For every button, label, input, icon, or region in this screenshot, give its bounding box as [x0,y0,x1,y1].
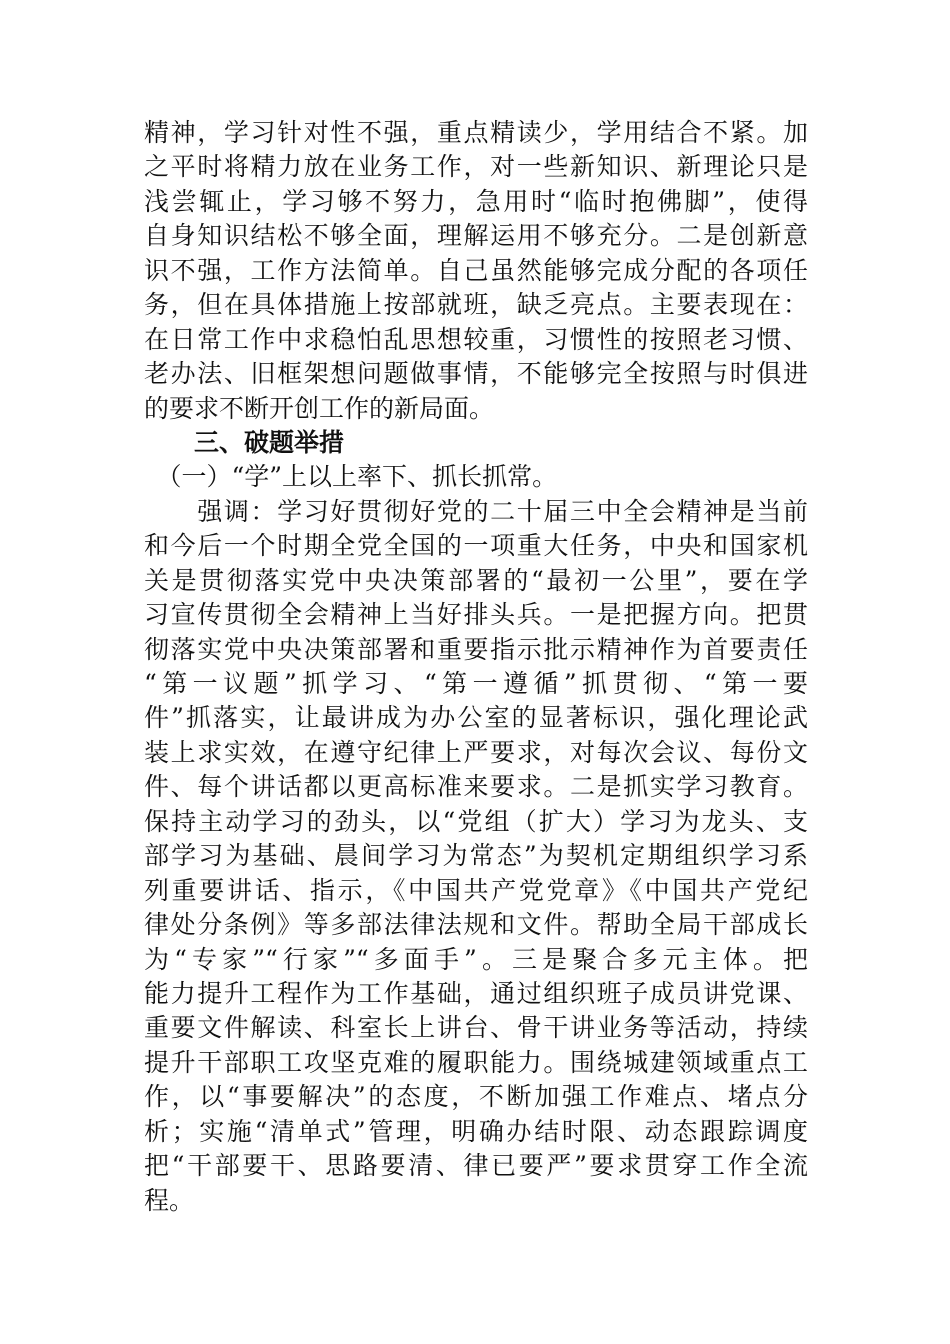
text-line: 之平时将精力放在业务工作，对一些新知识、新理论只是 [144,152,808,182]
text-line: 在日常工作中求稳怕乱思想较重，习惯性的按照老习惯、 [144,324,808,354]
text-line: 提升干部职工攻坚克难的履职能力。围绕城建领域重点工 [144,1047,808,1077]
text-line: 件、每个讲话都以更高标准来要求。二是抓实学习教育。 [144,772,808,802]
document-page [144,116,808,1218]
text-line: 保持主动学习的劲头，以“党组（扩大）学习为龙头、支 [144,806,808,836]
text-line: 浅尝辄止，学习够不努力，急用时“临时抱佛脚”，使得 [144,186,808,216]
text-line: 务，但在具体措施上按部就班，缺乏亮点。主要表现在： [144,290,808,320]
text-line: 识不强，工作方法简单。自己虽然能够完成分配的各项任 [144,255,808,285]
text-line: 的要求不断开创工作的新局面。 [144,393,495,423]
text-line: 彻落实党中央决策部署和重要指示批示精神作为首要责任 [144,634,808,664]
text-line: “第一议题”抓学习、“第一遵循”抓贯彻、“第一要 [144,669,808,698]
text-line: 为“专家”“行家”“多面手”。三是聚合多元主体。把 [144,944,808,974]
text-line: 老办法、旧框架想问题做事情，不能够完全按照与时俱进 [144,359,808,389]
text-line: 件”抓落实，让最讲成为办公室的显著标识，强化理论武 [144,703,808,733]
text-line: 析；实施“清单式”管理，明确办结时限、动态跟踪调度 [144,1116,808,1146]
text-line: 作，以“事要解决”的态度，不断加强工作难点、堵点分 [144,1082,808,1112]
text-line: 关是贯彻落实党中央决策部署的“最初一公里”，要在学 [144,565,808,595]
section-heading: 三、破题举措 [144,427,345,457]
text-line: 装上求实效，在遵守纪律上严要求，对每次会议、每份文 [144,737,808,767]
text-line: 部学习为基础、晨间学习为常态”为契机定期组织学习系 [144,841,808,871]
text-line: 律处分条例》等多部法律法规和文件。帮助全局干部成长 [144,910,808,940]
text-line: 重要文件解读、科室长上讲台、骨干讲业务等活动，持续 [144,1013,808,1043]
text-line: 列重要讲话、指示，《中国共产党党章》《中国共产党纪 [144,875,808,905]
text-line: 程。 [144,1185,195,1215]
text-line: 能力提升工程作为工作基础，通过组织班子成员讲党课、 [144,978,808,1008]
text-line: 把“干部要干、思路要清、律已要严”要求贯穿工作全流 [144,1151,808,1181]
text-line: 习宣传贯彻全会精神上当好排头兵。一是把握方向。把贯 [144,600,808,630]
text-line: 和今后一个时期全党全国的一项重大任务，中央和国家机 [144,531,808,561]
text-line: 自身知识结松不够全面，理解运用不够充分。二是创新意 [144,221,808,251]
text-line: 强调：学习好贯彻好党的二十届三中全会精神是当前 [144,496,808,526]
text-line: 精神，学习针对性不强，重点精读少，学用结合不紧。加 [144,118,808,147]
subsection-heading: （一）“学”上以上率下、抓长抓常。 [144,462,558,492]
